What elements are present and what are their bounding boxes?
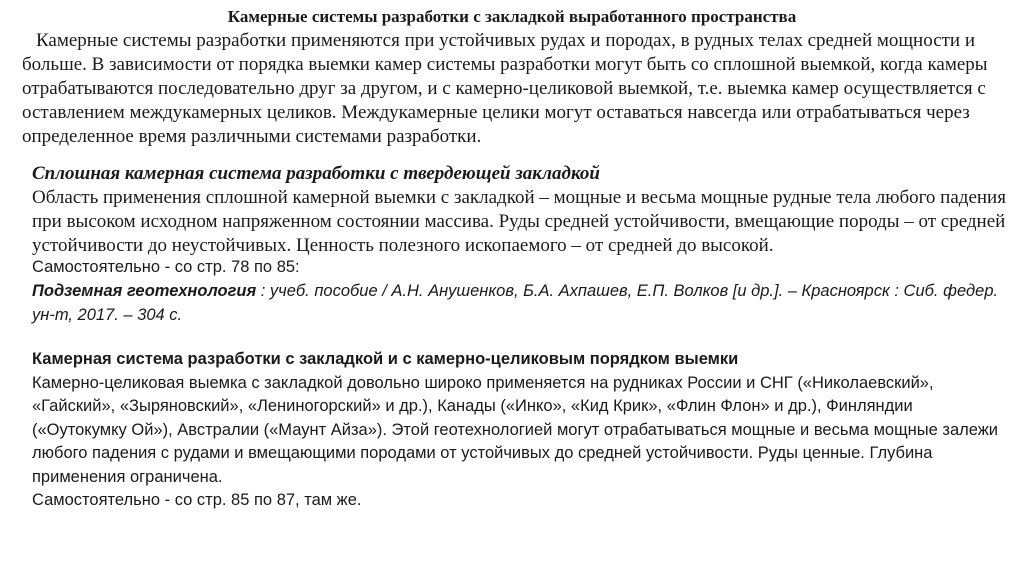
section1-self-study: Самостоятельно - со стр. 78 по 85: bbox=[32, 258, 300, 276]
section-chamber-pillar bbox=[32, 348, 1007, 513]
section2-self-study: Самостоятельно - со стр. 85 по 87, там же. bbox=[32, 491, 362, 509]
reference-details: : учеб. пособие / А.Н. Анушенков, Б.А. Ахпашев, Е.П. Волков [и др.]. – Красноярск : Сиб. федер. ун-т, 2017. – 304 с. bbox=[32, 282, 999, 324]
section2-body: Камерно-целиковая выемка с закладкой довольно широко применяется на рудниках России и СНГ («Николаевский», «Гайский», «Зыряновский», «Лениногорский» и др.), Канады («Инко», «Кид Крик», «Флин Флон» и др.), Финляндии («Оутокумку Ой»), Австралии («Маунт Айза»). Этой геотехнологией могут отрабатываться мощные и весьма мощные залежи любого падения с рудами и вмещающими породами от устойчивых до средней устойчивости. Руды ценные. Глубина применения ограничена. bbox=[32, 373, 999, 486]
section-continuous-chamber bbox=[32, 162, 1007, 258]
reference-citation bbox=[32, 279, 1007, 327]
section1-reference bbox=[32, 255, 1007, 327]
intro-paragraph bbox=[22, 29, 1012, 149]
section1-heading: Сплошная камерная система разработки с твердеющей закладкой bbox=[32, 163, 600, 184]
section1-body: Область применения сплошной камерной выемки с закладкой – мощные и весьма мощные рудные тела любого падения при высоком исходном напряженном состоянии массива. Руды средней устойчивости, вмещающие породы – от средней устойчивости до неустойчивых. Ценность полезного ископаемого – от средней до высокой. bbox=[32, 187, 1006, 256]
section2-heading: Камерная система разработки с закладкой и с камерно-целиковым порядком выемки bbox=[32, 350, 739, 368]
intro-text: Камерные системы разработки применяются при устойчивых рудах и породах, в рудных телах средней мощности и больше. В зависимости от порядка выемки камер системы разработки могут быть со сплошной выемкой, когда камеры отрабатываются последовательно друг за другом, и с камерно-целиковой выемкой, т.е. выемка камер осуществляется с оставлением междукамерных целиков. Междукамерные целики могут оставаться навсегда или отрабатываться через определенное время различными системами разработки. bbox=[22, 30, 988, 147]
reference-book-title: Подземная геотехнология bbox=[32, 282, 257, 300]
slide-title: Камерные системы разработки с закладкой выработанного пространства bbox=[227, 7, 797, 26]
